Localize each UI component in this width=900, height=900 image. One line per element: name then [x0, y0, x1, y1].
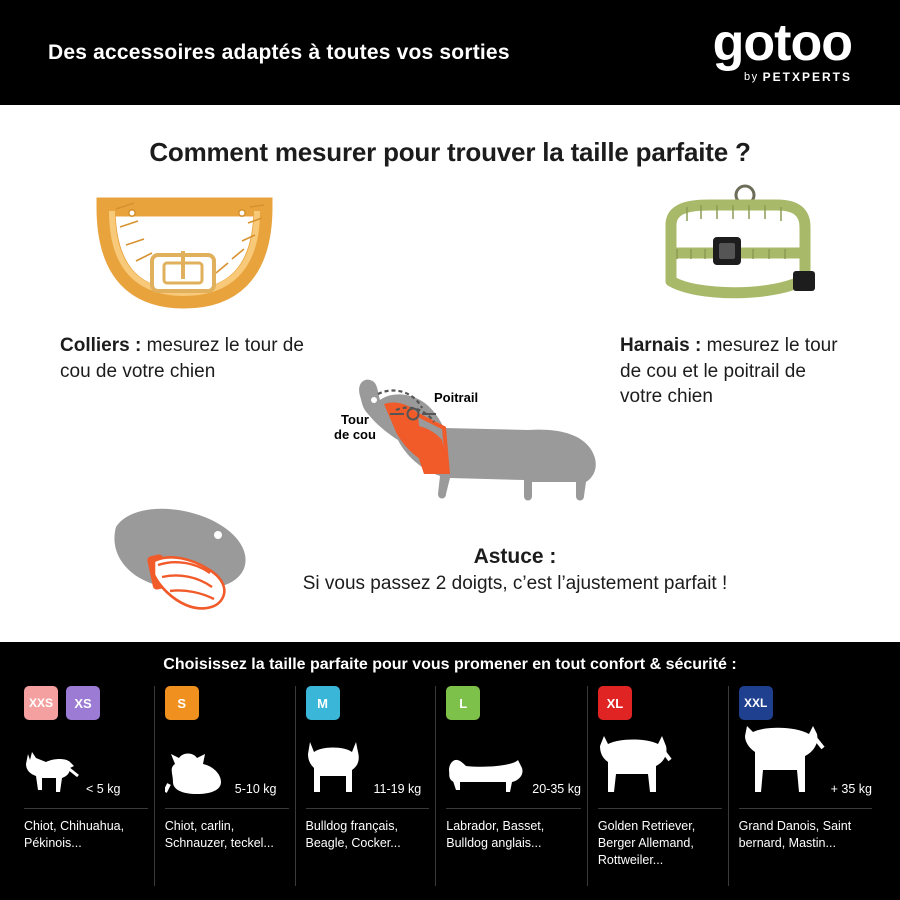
- dog-silhouette-row: [165, 726, 289, 798]
- dog-silhouette-row: [598, 726, 722, 798]
- size-columns: [0, 686, 900, 886]
- status-badge[interactable]: S: [165, 686, 199, 720]
- size-badges: [598, 686, 722, 726]
- size-badges: [24, 686, 148, 726]
- breeds-text: Chiot, carlin, Schnauzer, teckel...: [165, 808, 289, 864]
- collar-illustration: [92, 193, 277, 313]
- collar-text: mesurez le tour de cou de votre chien: [60, 335, 304, 382]
- tip-block: [190, 545, 840, 595]
- neck-label-line2: de cou: [334, 426, 376, 442]
- brand-logo: [712, 13, 852, 85]
- breeds-text: Grand Danois, Saint bernard, Mastin...: [739, 808, 872, 864]
- status-badge[interactable]: XXS: [24, 686, 58, 720]
- spitz-silhouette: [165, 748, 229, 798]
- breeds-text: Bulldog français, Beagle, Cocker...: [306, 808, 430, 864]
- neck-label-line1: Tour: [341, 412, 369, 427]
- weight-value: 5-10 kg: [234, 782, 277, 796]
- status-badge[interactable]: XL: [598, 686, 632, 720]
- weight-value: + 35 kg: [830, 782, 873, 796]
- size-column-xl: [587, 686, 728, 886]
- brand-subtitle: [744, 70, 852, 84]
- chihuahua-silhouette: [24, 750, 80, 798]
- great-dane-silhouette: [739, 726, 825, 798]
- size-column-m: [295, 686, 436, 886]
- breeds-text: Chiot, Chihuahua, Pékinois...: [24, 808, 148, 864]
- dog-silhouette-row: [24, 726, 148, 798]
- status-badge[interactable]: L: [446, 686, 480, 720]
- brand-petxperts-label: PETXPERTS: [762, 70, 852, 85]
- weight-value: < 5 kg: [86, 782, 121, 796]
- dog-silhouette-row: [446, 726, 581, 798]
- basset-silhouette: [446, 756, 526, 798]
- size-column-xxs-xs: [22, 686, 154, 886]
- main-section: [0, 105, 900, 642]
- chest-measure-label: Poitrail: [434, 390, 479, 405]
- page-title: Comment mesurer pour trouver la taille parfaite ?: [149, 137, 751, 167]
- status-badge[interactable]: M: [306, 686, 340, 720]
- status-badge[interactable]: XS: [66, 686, 100, 720]
- header-title: Des accessoires adaptés à toutes vos sorties: [48, 40, 510, 64]
- breeds-text: Labrador, Basset, Bulldog anglais...: [446, 808, 581, 864]
- dog-silhouette-row: [739, 726, 872, 798]
- rottweiler-silhouette: [598, 736, 672, 798]
- size-table-title: Choisissez la taille parfaite pour vous promener en tout confort & sécurité :: [163, 656, 737, 673]
- size-badges: [446, 686, 581, 726]
- collar-description: [60, 333, 310, 384]
- brand-by-label: by: [744, 71, 759, 84]
- header-bar: [0, 0, 900, 105]
- harness-text: mesurez le tour de cou et le poitrail de votre chien: [620, 335, 838, 408]
- tip-title: Astuce :: [473, 545, 557, 568]
- size-column-l: [435, 686, 587, 886]
- harness-label: Harnais :: [620, 335, 702, 356]
- harness-description: [620, 333, 850, 410]
- tip-text: Si vous passez 2 doigts, c’est l’ajustement parfait !: [302, 573, 728, 594]
- neck-measure-label: [322, 413, 388, 443]
- brand-name: gotoo: [712, 13, 852, 72]
- size-badges: [306, 686, 430, 726]
- bulldog-silhouette: [306, 742, 368, 798]
- weight-value: 11-19 kg: [373, 782, 422, 796]
- size-column-s: [154, 686, 295, 886]
- size-column-xxl: [728, 686, 878, 886]
- collar-label: Colliers :: [60, 335, 142, 356]
- size-badges: [165, 686, 289, 726]
- harness-illustration: [657, 183, 822, 318]
- dog-silhouette-row: [306, 726, 430, 798]
- weight-value: 20-35 kg: [532, 782, 581, 796]
- size-table-section: [0, 642, 900, 900]
- status-badge[interactable]: XXL: [739, 686, 773, 720]
- size-badges: [739, 686, 872, 726]
- breeds-text: Golden Retriever, Berger Allemand, Rottweiler...: [598, 808, 722, 869]
